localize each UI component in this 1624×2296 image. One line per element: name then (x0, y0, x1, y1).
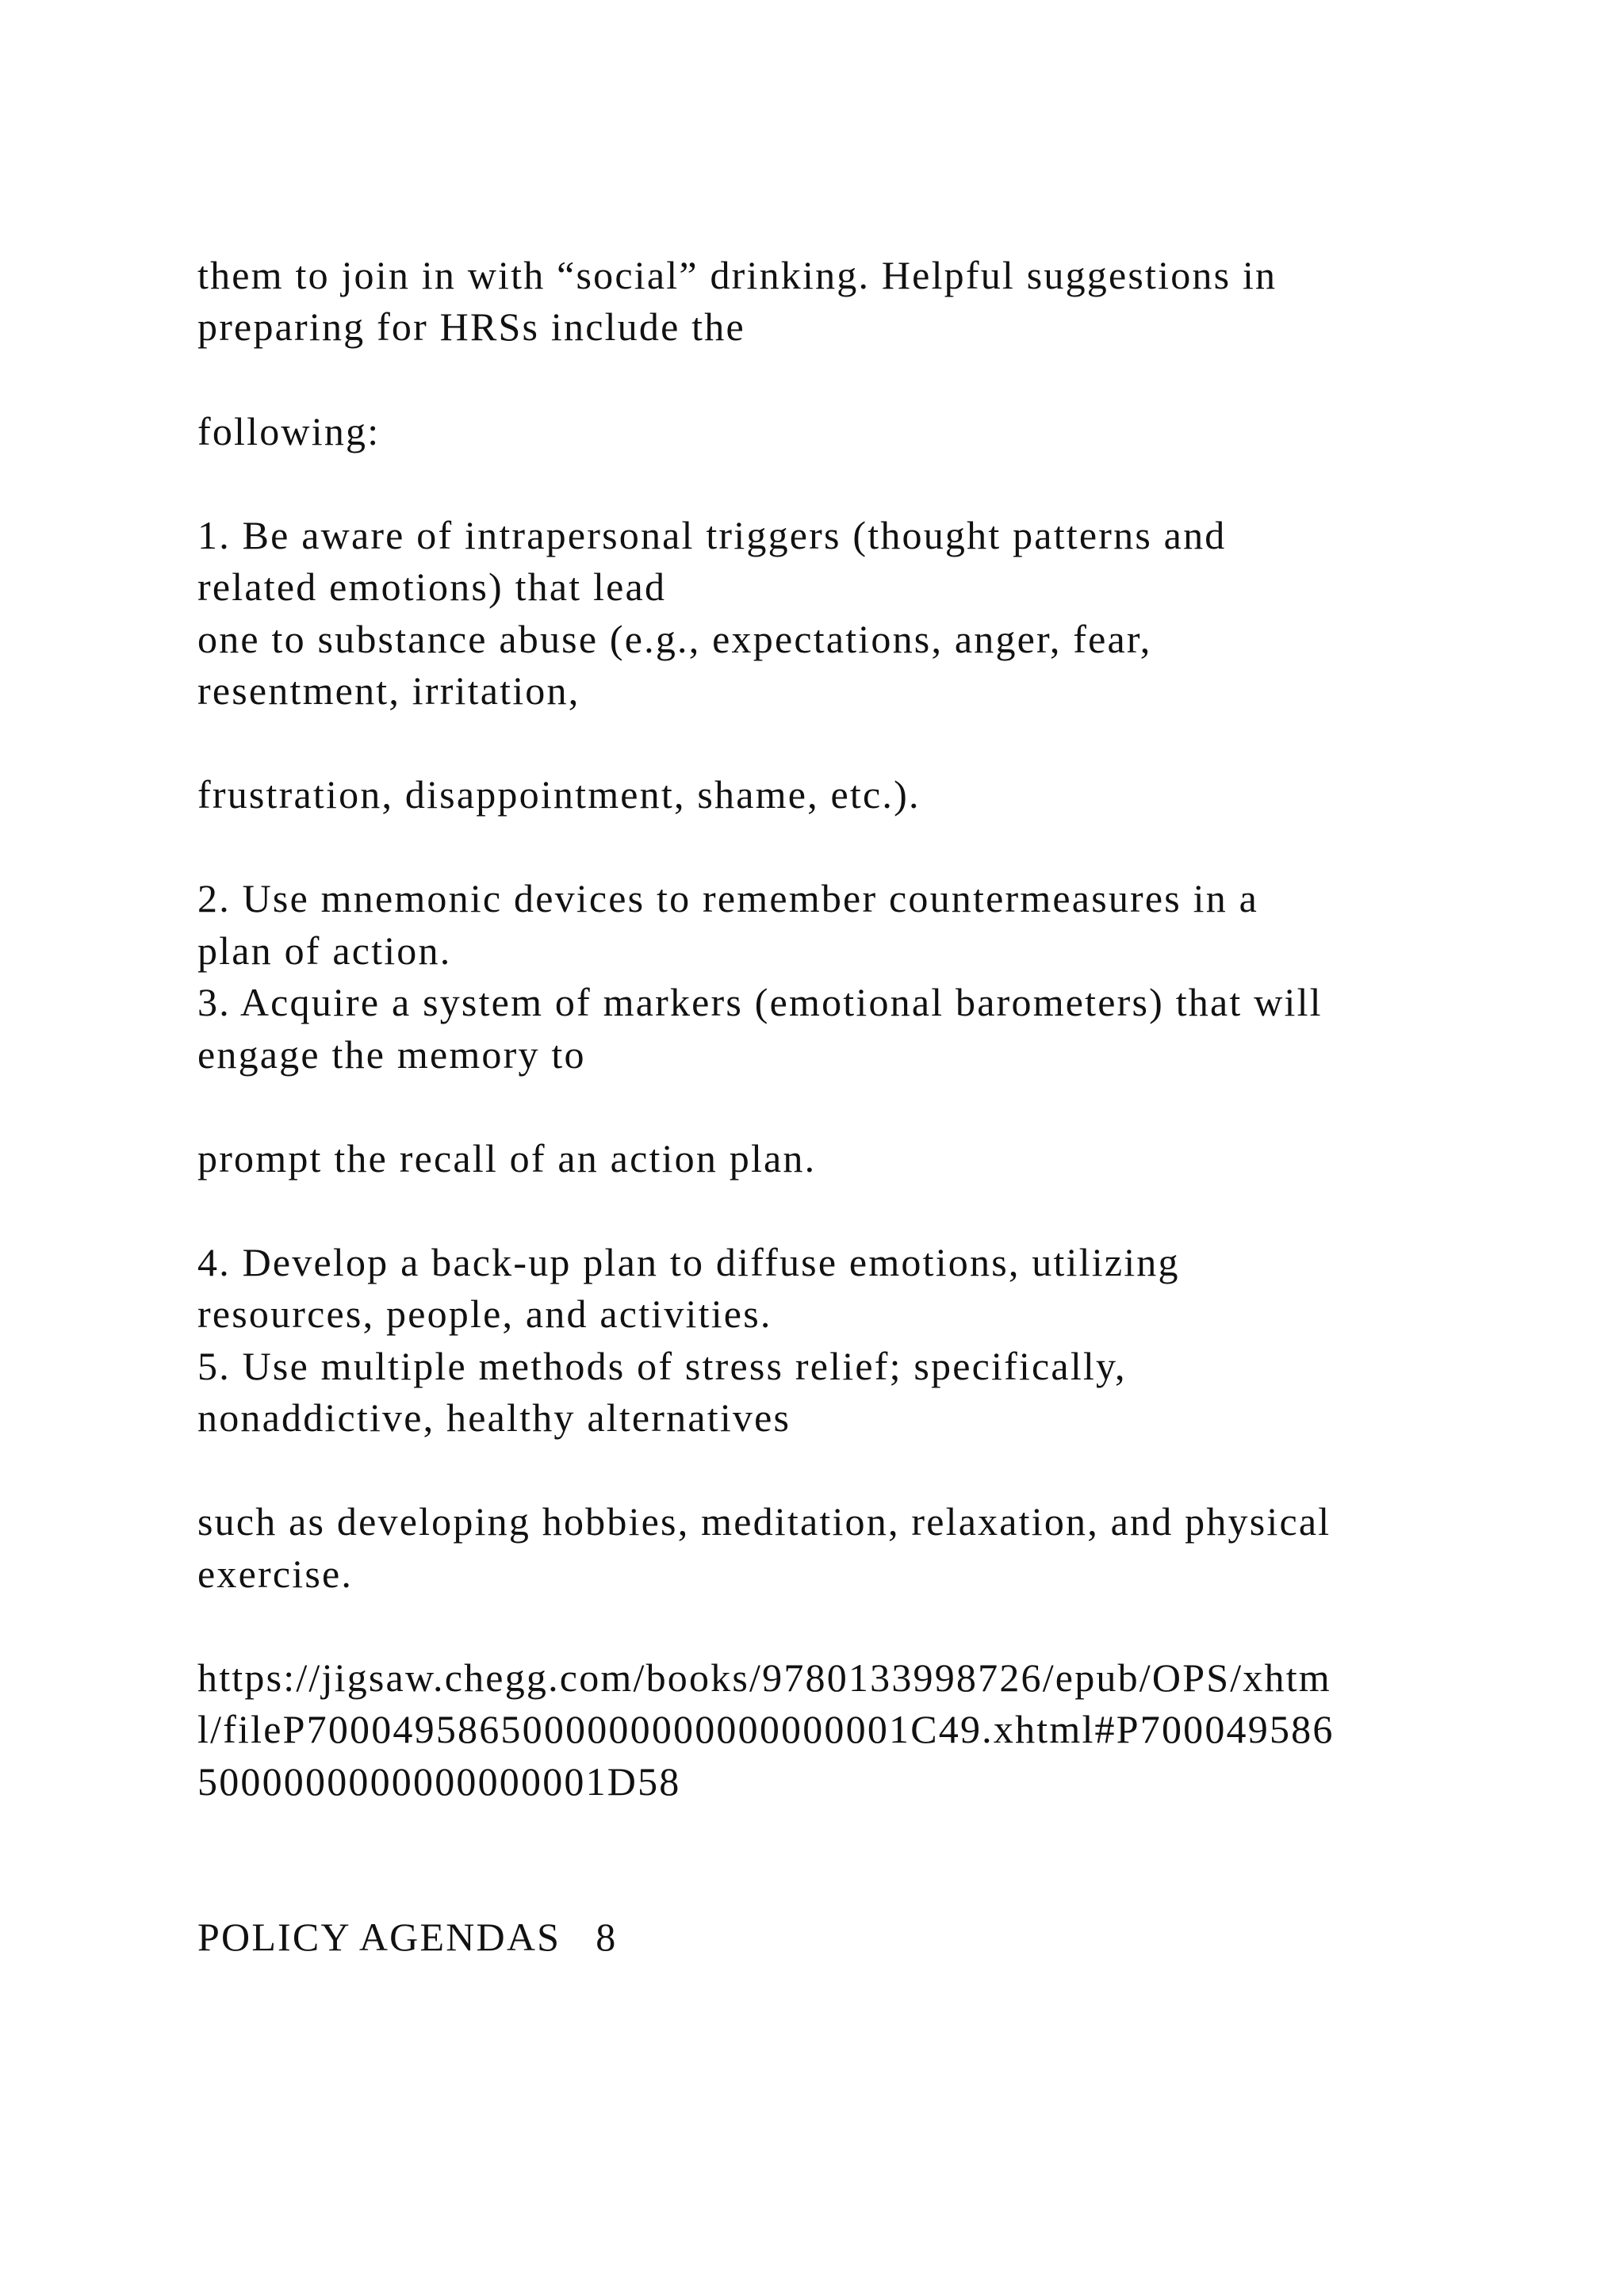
list-item-2: 2. Use mnemonic devices to remember countermeasures in a (197, 876, 1259, 920)
text-line: plan of action. (197, 928, 452, 973)
url-line: 5000000000000000001D58 (197, 1759, 681, 1804)
list-item-5: 5. Use multiple methods of stress relief; specifically, (197, 1344, 1127, 1388)
url-line: https://jigsaw.chegg.com/books/9780133998726/epub/OPS/xhtm (197, 1655, 1331, 1700)
text-line: resentment, irritation, (197, 668, 580, 713)
url-line: l/fileP7000495865000000000000000001C49.xhtml#P700049586 (197, 1707, 1335, 1751)
text-line: resources, people, and activities. (197, 1292, 772, 1336)
running-header: POLICY AGENDAS 8 (197, 1915, 618, 1959)
text-line: frustration, disappointment, shame, etc.). (197, 772, 921, 817)
text-line: one to substance abuse (e.g., expectations, anger, fear, (197, 617, 1152, 661)
text-line: such as developing hobbies, meditation, relaxation, and physical (197, 1499, 1331, 1544)
text-line: related emotions) that lead (197, 564, 667, 609)
text-line: prompt the recall of an action plan. (197, 1136, 817, 1181)
list-item-3: 3. Acquire a system of markers (emotional barometers) that will (197, 980, 1323, 1024)
text-line: following: (197, 409, 381, 453)
list-item-4: 4. Develop a back-up plan to diffuse emotions, utilizing (197, 1240, 1180, 1284)
text-line: exercise. (197, 1552, 354, 1596)
text-line: preparing for HRSs include the (197, 304, 745, 349)
text-line: engage the memory to (197, 1032, 586, 1077)
list-item-1: 1. Be aware of intrapersonal triggers (thought patterns and (197, 513, 1227, 557)
text-line: them to join in with “social” drinking. Helpful suggestions in (197, 253, 1277, 297)
text-line: nonaddictive, healthy alternatives (197, 1395, 791, 1440)
